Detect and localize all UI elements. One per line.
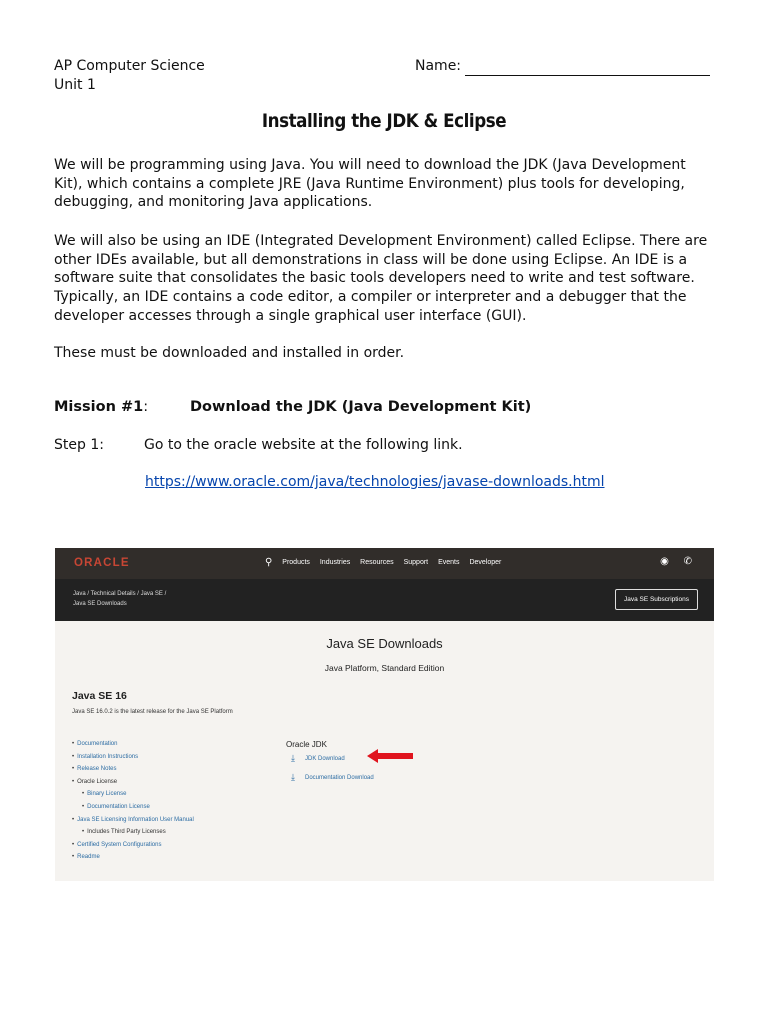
name-field xyxy=(415,57,710,76)
course-name: AP Computer Science xyxy=(54,58,205,74)
link-readme: • Readme xyxy=(72,851,194,864)
documentation-download-link: Documentation Download xyxy=(305,775,374,781)
mission-colon: : xyxy=(143,399,149,415)
oracle-top-bar xyxy=(55,548,714,579)
nav-support: Support xyxy=(403,559,429,566)
link-binary-license: • Binary License xyxy=(72,788,194,801)
oracle-site-screenshot xyxy=(55,548,714,881)
link-release-notes: • Release Notes xyxy=(72,763,194,776)
nav-developer: Developer xyxy=(469,559,502,566)
java-se-version-title: Java SE 16 xyxy=(72,690,127,702)
breadcrumb-current: Java SE Downloads xyxy=(73,601,127,607)
page-title: Installing the JDK & Eclipse xyxy=(261,110,507,132)
link-certified-configurations: • Certified System Configurations xyxy=(72,839,194,852)
link-licensing-manual: • Java SE Licensing Information User Manual xyxy=(72,814,194,827)
documentation-download-row xyxy=(291,772,374,783)
intro-paragraph: We will be programming using Java. You will need to download the JDK (Java Development Kit), which contains a complete JRE (Java Runtime Environment) plus tools for developing, debugging, and monitoring Java applications. xyxy=(54,157,686,211)
java-se-description: Java SE 16.0.2 is the latest release for the Java SE Platform xyxy=(72,709,233,715)
red-arrow-shape xyxy=(367,749,413,763)
download-icon: ⤓ xyxy=(291,753,295,763)
red-arrow-icon xyxy=(367,748,415,764)
mission-label: Mission #1 xyxy=(54,399,144,415)
step-1 xyxy=(54,437,463,453)
breadcrumb-bar xyxy=(55,579,714,621)
link-installation-instructions: • Installation Instructions xyxy=(72,751,194,764)
breadcrumb xyxy=(73,589,166,609)
third-party-licenses-label: • Includes Third Party Licenses xyxy=(72,826,194,839)
order-paragraph: These must be downloaded and installed in order. xyxy=(54,345,405,361)
mission-heading xyxy=(54,399,531,415)
oracle-logo: ORACLE xyxy=(74,557,130,569)
unit-label: Unit 1 xyxy=(54,77,96,93)
ide-paragraph: We will also be using an IDE (Integrated Development Environment) called Eclipse. There are other IDEs available, but all demonstrations in class will be done using Eclipse. An IDE is a software suite that consolidates the basic tools developers need to write and test software. Typically, an IDE contains a code editor, a compiler or interpreter and a debugger that the developer accesses through a single graphical user interface (GUI). xyxy=(54,233,708,324)
java-se-subscriptions-button: Java SE Subscriptions xyxy=(615,589,698,610)
nav-resources: Resources xyxy=(360,559,394,566)
oracle-jdk-heading: Oracle JDK xyxy=(286,740,327,749)
downloads-title: Java SE Downloads xyxy=(326,636,443,651)
search-icon: ⚲ xyxy=(265,557,273,568)
link-documentation: • Documentation xyxy=(72,738,194,751)
breadcrumb-path: Java / Technical Details / Java SE / xyxy=(73,591,167,597)
name-blank-line xyxy=(465,60,710,76)
oracle-download-link[interactable]: https://www.oracle.com/java/technologies/javase-downloads.html xyxy=(145,474,605,490)
link-documentation-license: • Documentation License xyxy=(72,801,194,814)
nav-products: Products xyxy=(282,559,310,566)
header-course-info xyxy=(54,57,205,95)
jdk-download-link: JDK Download xyxy=(305,756,345,762)
download-icon: ⤓ xyxy=(291,772,295,782)
nav-industries: Industries xyxy=(319,559,351,566)
step-text: Go to the oracle website at the following link. xyxy=(144,437,463,453)
account-icon: ◉ xyxy=(660,556,669,567)
downloads-subtitle: Java Platform, Standard Edition xyxy=(324,663,445,673)
phone-icon: ✆ xyxy=(683,556,692,567)
resource-links-list xyxy=(72,738,194,864)
step-label: Step 1: xyxy=(54,437,104,453)
name-label: Name: xyxy=(415,58,462,74)
mission-text: Download the JDK (Java Development Kit) xyxy=(190,399,532,415)
jdk-download-row xyxy=(291,753,345,764)
top-icons xyxy=(648,556,692,567)
oracle-license-label: • Oracle License xyxy=(72,776,194,789)
nav-events: Events xyxy=(438,559,460,566)
oracle-nav xyxy=(265,557,509,568)
